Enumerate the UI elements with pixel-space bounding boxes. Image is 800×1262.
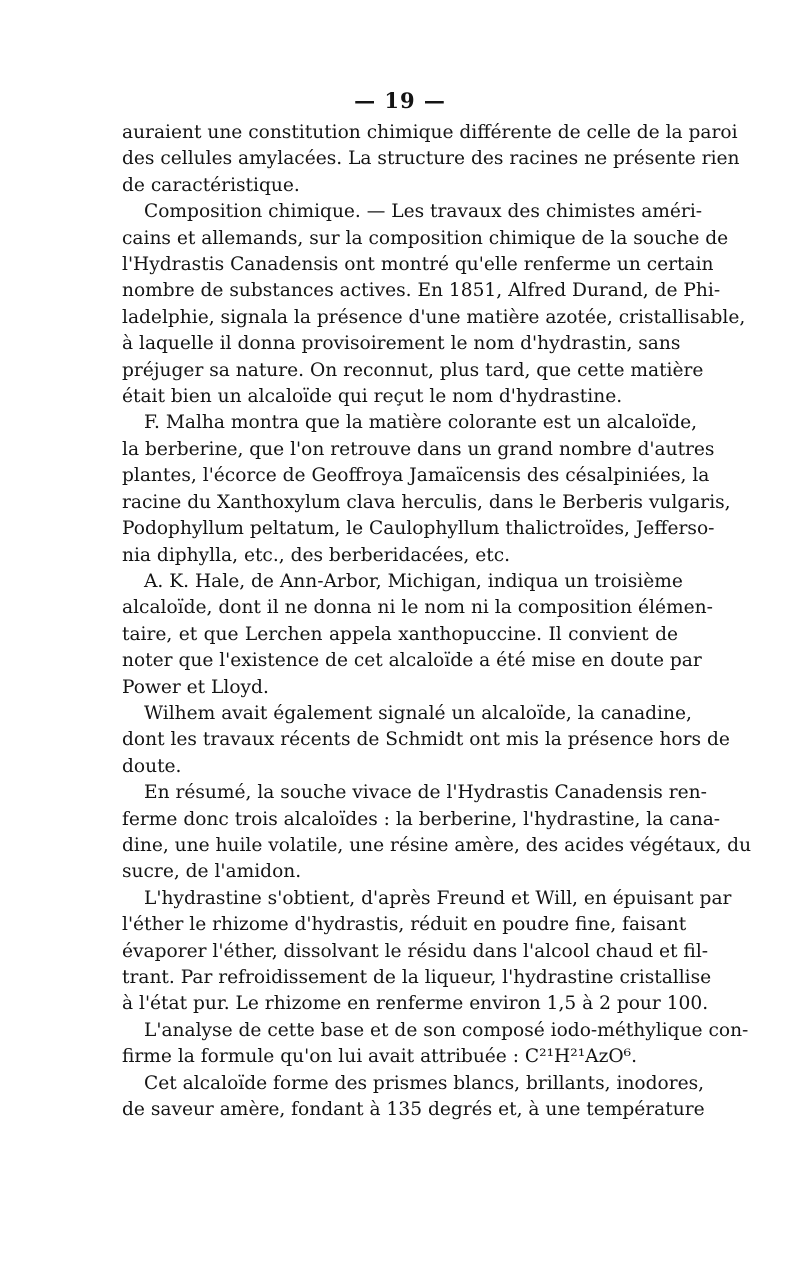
text-line: A. K. Hale, de Ann-Arbor, Michigan, indiqua un troisième	[144, 570, 683, 592]
text-line: racine du Xanthoxylum clava herculis, dans le Berberis vulgaris,	[122, 491, 731, 513]
paragraph-5	[122, 701, 730, 780]
text-line: la berberine, que l'on retrouve dans un grand nombre d'autres	[122, 438, 715, 460]
text-line: Composition chimique. — Les travaux des chimistes améri-	[144, 201, 703, 223]
text-line: plantes, l'écorce de Geoffroya Jamaïcensis des césalpiniées, la	[122, 465, 710, 487]
text-line: préjuger sa nature. On reconnut, plus tard, que cette matière	[122, 359, 704, 381]
text-line: à laquelle il donna provisoirement le nom d'hydrastin, sans	[122, 333, 681, 355]
text-line: ladelphie, signala la présence d'une matière azotée, cristallisable,	[122, 306, 746, 328]
text-line: nia diphylla, etc., des berberidacées, etc.	[122, 544, 511, 566]
text-line: L'hydrastine s'obtient, d'après Freund et Will, en épuisant par	[144, 887, 732, 909]
text-line: évaporer l'éther, dissolvant le résidu dans l'alcool chaud et fil-	[122, 940, 709, 962]
text-line: l'Hydrastis Canadensis ont montré qu'elle renferme un certain	[122, 254, 714, 276]
paragraph-2	[122, 199, 746, 410]
text-line: de saveur amère, fondant à 135 degrés et, à une température	[122, 1099, 705, 1121]
text-line: trant. Par refroidissement de la liqueur, l'hydrastine cristallise	[122, 967, 712, 988]
body-text	[122, 120, 752, 1123]
text-line: En résumé, la souche vivace de l'Hydrastis Canadensis ren-	[144, 782, 707, 804]
text-line: nombre de substances actives. En 1851, Alfred Durand, de Phi-	[122, 280, 721, 302]
text-line: Wilhem avait également signalé un alcaloïde, la canadine,	[144, 702, 692, 724]
text-line: ferme donc trois alcaloïdes : la berberine, l'hydrastine, la cana-	[122, 808, 721, 830]
paragraph-4	[122, 569, 713, 701]
text-line: était bien un alcaloïde qui reçut le nom d'hydrastine.	[122, 386, 623, 408]
text-line: dine, une huile volatile, une résine amère, des acides végétaux, du	[122, 834, 752, 856]
text-line: alcaloïde, dont il ne donna ni le nom ni la composition élémen-	[122, 597, 713, 619]
text-line: auraient une constitution chimique différente de celle de la paroi	[122, 122, 738, 143]
text-line: de caractéristique.	[122, 174, 300, 196]
text-line: des cellules amylacées. La structure des racines ne présente rien	[122, 148, 740, 170]
paragraph-3	[122, 410, 731, 568]
text-line: Power et Lloyd.	[122, 676, 269, 698]
text-line: cains et allemands, sur la composition chimique de la souche de	[122, 227, 729, 249]
paragraph-1	[122, 120, 740, 199]
text-line: à l'état pur. Le rhizome en renferme environ 1,5 à 2 pour 100.	[122, 993, 709, 1015]
paragraph-9	[122, 1071, 705, 1124]
text-line: taire, et que Lerchen appela xanthopuccine. Il convient de	[122, 623, 678, 645]
paragraph-7	[122, 886, 732, 1018]
text-line: Podophyllum peltatum, le Caulophyllum thalictroïdes, Jefferso-	[122, 518, 715, 540]
text-line: F. Malha montra que la matière colorante est un alcaloïde,	[144, 412, 698, 434]
paragraph-8	[122, 1018, 749, 1071]
paragraph-6	[122, 780, 752, 886]
text-line: firme la formule qu'on lui avait attribuée : C²¹H²¹AzO⁶.	[122, 1046, 637, 1068]
text-line: sucre, de l'amidon.	[122, 861, 302, 883]
text-line: doute.	[122, 755, 182, 777]
text-line: Cet alcaloïde forme des prismes blancs, brillants, inodores,	[144, 1072, 705, 1094]
text-line: l'éther le rhizome d'hydrastis, réduit en poudre fine, faisant	[122, 914, 687, 936]
page-number: — 19 —	[354, 88, 446, 113]
text-line: noter que l'existence de cet alcaloïde a été mise en doute par	[122, 650, 702, 672]
text-line: dont les travaux récents de Schmidt ont mis la présence hors de	[122, 729, 730, 751]
text-line: L'analyse de cette base et de son composé iodo-méthylique con-	[144, 1019, 749, 1041]
